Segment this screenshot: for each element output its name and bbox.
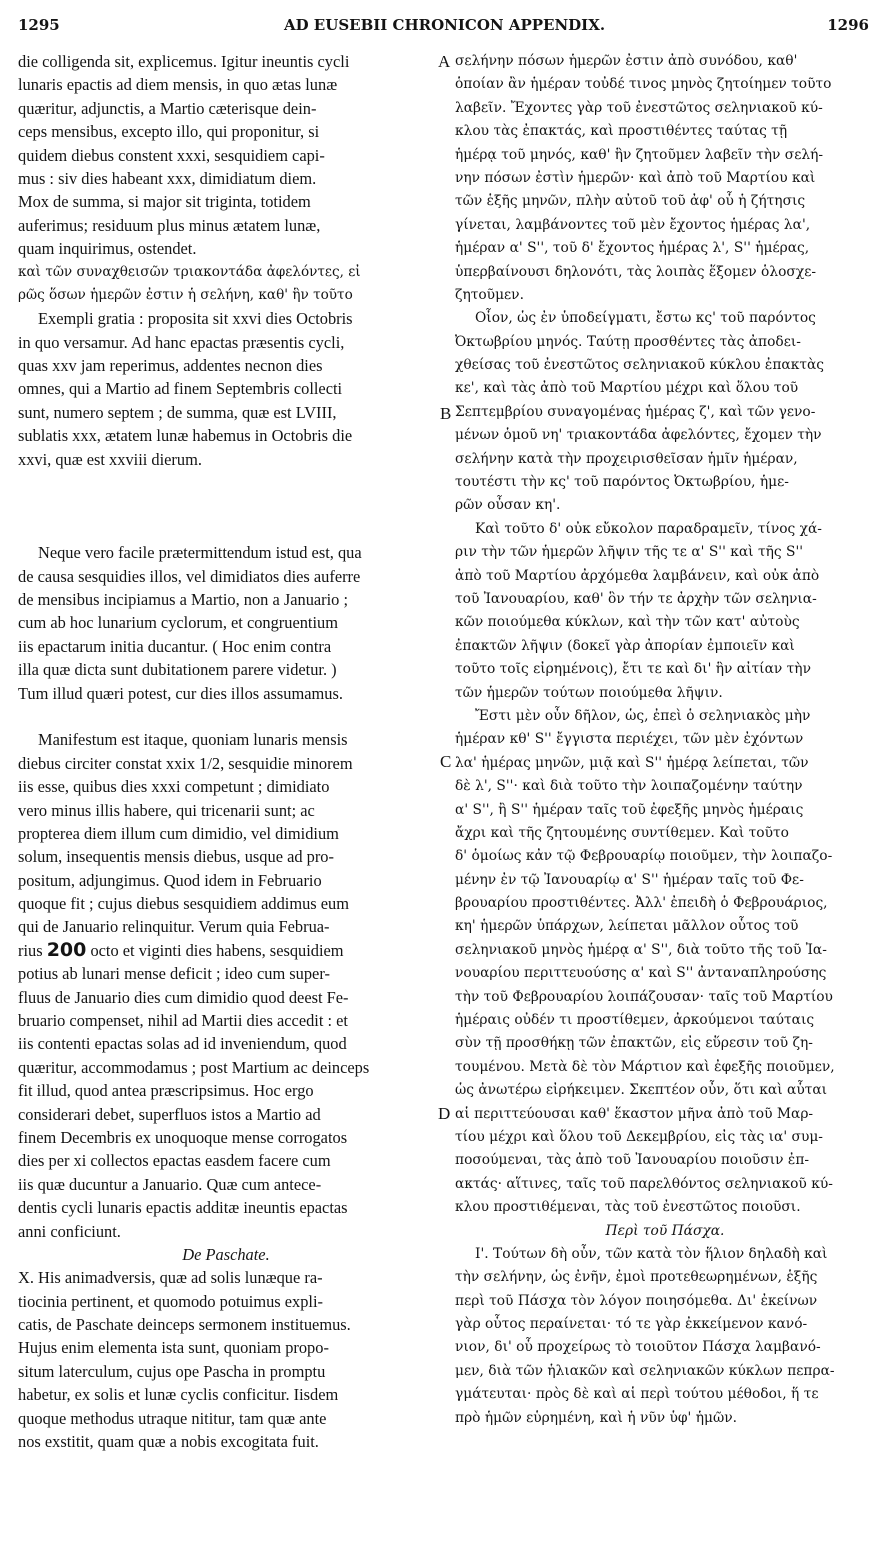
greek-line: τουτέστι τὴν κς' τοῦ παρόντος Ὀκτωβρίου, ἡμε-: [455, 474, 789, 491]
greek-line: λα' ἡμέρας μηνῶν, μιᾷ καὶ S'' ἡμέρᾳ λείπεται, τῶν: [455, 754, 809, 771]
greek-line: ὡς ἀνωτέρω εἰρήκειμεν. Σκεπτέον οὖν, ὅτι καὶ αὗται: [455, 1082, 828, 1099]
latin-line: mus : siv dies habeant xxx, dimidiatum diem.: [18, 168, 317, 188]
greek-line: ἐπακτῶν λῆψιν (δοκεῖ γὰρ ἀπορίαν ἐμποιεῖν καὶ: [455, 637, 795, 654]
latin-line: in quo versamur. Ad hanc epactas præsentis cycli,: [18, 332, 345, 352]
latin-line: sublatis xxx, ætatem lunæ habemus in Octobris die: [18, 426, 353, 446]
latin-line: [18, 705, 434, 728]
greek-line: βρουαρίου προστιθέντες. Ἀλλ' ἐπειδὴ ὁ Φεβρουάριος,: [455, 895, 828, 912]
latin-line: xxvi, quæ est xxviii dierum.: [18, 449, 202, 469]
greek-line: Ι'. Τούτων δὴ οὖν, τῶν κατὰ τὸν ἥλιον δηλαδὴ καὶ: [475, 1245, 828, 1262]
greek-line: ποσούμεναι, τὰς ἀπὸ τοῦ Ἰανουαρίου ποιοῦσιν ἐπ-: [455, 1152, 810, 1169]
margin-letter-a: A: [438, 52, 451, 71]
latin-line: X. His animadversis, quæ ad solis lunæque ra-: [18, 1268, 323, 1288]
greek-line: λαβεῖν. Ἔχοντες γὰρ τοῦ ἐνεστῶτος σεληνιακοῦ κύ-: [455, 99, 823, 116]
greek-line: τοῦ Ἰανουαρίου, καθ' ὃν τήν τε ἀρχὴν τῶν σεληνια-: [455, 590, 817, 607]
margin-letter-d: D: [438, 1104, 451, 1123]
greek-line: γμάτευται· πρὸς δὲ καὶ αἱ περὶ τούτου μέθοδοι, ἥ τε: [455, 1386, 819, 1403]
latin-line: lunaris epactis ad diem mensis, in quo ætas lunæ: [18, 75, 338, 95]
latin-subheading: De Paschate.: [182, 1244, 270, 1264]
latin-line: qui de Januario relinquitur. Verum quia Februa-: [18, 917, 330, 937]
latin-line: dentis cycli lunaris epactis additæ ineuntis epactas: [18, 1198, 348, 1218]
latin-line: solum, insequentis mensis diebus, usque ad pro-: [18, 847, 334, 867]
latin-line: fluus de Januario dies cum dimidio quod deest Fe-: [18, 987, 349, 1007]
greek-line: Σεπτεμβρίου συναγομένας ἡμέρας ζ', καὶ τῶν γενο-: [455, 403, 816, 420]
latin-line: quoque fit ; cujus diebus sesquidiem addimus eum: [18, 894, 349, 914]
greek-line: Ὀκτωβρίου μηνός. Ταύτῃ προσθέντες τὰς ἀποδει-: [455, 333, 801, 350]
greek-line: μεν, διὰ τῶν ἡλιακῶν καὶ σεληνιακῶν κύκλων πεπρα-: [455, 1362, 835, 1379]
latin-line: considerari debet, superfluos istos a Martio ad: [18, 1104, 321, 1124]
latin-line: tiocinia pertinent, et quomodo potuimus expli-: [18, 1291, 323, 1311]
latin-line: die colligenda sit, explicemus. Igitur ineuntis cycli: [18, 52, 350, 71]
latin-line: propterea diem illum cum dimidio, vel dimidium: [18, 823, 339, 843]
latin-column: [18, 50, 434, 1453]
latin-line: Neque vero facile prætermittendum istud est, qua: [38, 543, 362, 563]
margin-letter-c: C: [440, 752, 452, 771]
latin-line: fit illud, quod antea præscripsimus. Hoc ergo: [18, 1081, 314, 1101]
greek-line: Οἷον, ὡς ἐν ὑποδείγματι, ἔστω κς' τοῦ παρόντος: [475, 310, 816, 327]
greek-line: ἀπὸ τοῦ Μαρτίου ἀρχόμεθα λαμβάνειν, καὶ οὐκ ἀπὸ: [455, 567, 820, 584]
greek-line: δ' ὁμοίως κἀν τῷ Φεβρουαρίῳ ποιοῦμεν, τὴν λοιπαζο-: [455, 848, 833, 865]
latin-line: anni conficiunt.: [18, 1221, 121, 1241]
greek-subheading: Περὶ τοῦ Πάσχα.: [605, 1222, 725, 1239]
latin-line: iis esse, quibus dies xxxi competunt ; dimidiato: [18, 777, 330, 797]
greek-line: δὲ λ', S''· καὶ διὰ τοῦτο τὴν λοιπαζομένην ταύτην: [455, 778, 803, 795]
greek-line: μένην ἐν τῷ Ἰανουαρίῳ α' S'' ἡμέραν ταῖς τοῦ Φε-: [455, 871, 804, 888]
greek-line: αἱ περιττεύουσαι καθ' ἕκαστον μῆνα ἀπὸ τοῦ Μαρ-: [455, 1105, 814, 1122]
greek-line: χθείσας τοῦ ἐνεστῶτος σεληνιακοῦ κύκλου ἐπακτὰς: [455, 357, 825, 374]
greek-line: ἡμέρᾳ τοῦ μηνός, καθ' ἣν ζητοῦμεν λαβεῖν τὴν σελή-: [455, 146, 824, 163]
greek-line: ἡμέραις οὐδέν τι προστίθεμεν, ἀρκούμενοι ταύταις: [455, 1012, 815, 1029]
greek-line: περὶ τοῦ Πάσχα τὸν λόγον ποιησόμεθα. Δι' ἐκείνων: [455, 1292, 818, 1309]
latin-line: quidem diebus constent xxxi, sesquidiem capi-: [18, 145, 325, 165]
latin-line: Exempli gratia : proposita sit xxvi dies Octobris: [38, 309, 353, 329]
latin-line: ceps mensibus, excepto illo, qui proponitur, si: [18, 122, 320, 142]
greek-line: ἄχρι καὶ τῆς ζητουμένης συντίθεμεν. Καὶ τοῦτο: [455, 824, 789, 841]
latin-line: Mox de summa, si major sit triginta, totidem: [18, 192, 311, 212]
latin-line: habetur, ex solis et lunæ cyclis conficitur. Iisdem: [18, 1385, 339, 1405]
latin-line: positum, adjungimus. Quod idem in Februario: [18, 870, 322, 890]
latin-line: rius 200 octo et viginti dies habens, sesquidiem: [18, 938, 344, 961]
greek-line: α' S'', ἢ S'' ἡμέραν ταῖς τοῦ ἐφεξῆς μηνὸς ἡμέραις: [455, 801, 804, 818]
greek-line: κλου προστιθέμεναι, τὰς τοῦ ἐνεστῶτος ποιοῦσι.: [455, 1199, 801, 1216]
greek-line: κλου τὰς ἐπακτάς, καὶ προστιθέντες ταύτας τῇ: [455, 123, 788, 140]
latin-line: finem Decembris ex unoquoque mense corrogatos: [18, 1127, 348, 1147]
latin-line: bruario compenset, nihil ad Martii dies accedit : et: [18, 1011, 348, 1031]
latin-line: de causa sesquidies illos, vel dimidiatos dies auferre: [18, 566, 361, 586]
page-number-left: 1295: [18, 16, 60, 34]
greek-line: σεληνιακοῦ μηνὸς ἡμέρᾳ α' S'', διὰ τοῦτο τῆς τοῦ Ἰα-: [455, 941, 827, 958]
greek-line: νην πόσων ἐστὶν ἡμερῶν· καὶ ἀπὸ τοῦ Μαρτίου καὶ: [455, 169, 816, 186]
latin-line: [18, 518, 434, 541]
greek-line: τὴν τοῦ Φεβρουαρίου λοιπάζουσαν· ταῖς τοῦ Μαρτίου: [455, 988, 833, 1005]
greek-line: τουμένου. Μετὰ δὲ τὸν Μάρτιον καὶ ἐφεξῆς ποιοῦμεν,: [455, 1058, 835, 1075]
greek-line: νιον, δι' οὗ προχείρως τὸ τοιοῦτον Πάσχα λαμβανό-: [455, 1339, 821, 1356]
latin-line: vero minus illis habere, qui tricenarii sunt; ac: [18, 800, 315, 820]
latin-line: de mensibus incipiamus a Martio, non a Januario ;: [18, 589, 349, 609]
greek-line: ἡμέραν α' S'', τοῦ δ' ἔχοντος ἡμέρας λ', S'' ἡμέρας,: [455, 240, 810, 257]
greek-line: ζητοῦμεν.: [455, 286, 524, 303]
greek-line: κη' ἡμερῶν ὑπάρχων, λείπεται μᾶλλον οὗτος τοῦ: [455, 918, 799, 935]
greek-line: γὰρ οὗτος περαίνεται· τό τε γὰρ ἐκκείμενον κανό-: [455, 1316, 808, 1333]
greek-line: πρὸ ἡμῶν εὑρημένη, καὶ ἡ νῦν ὑφ' ἡμῶν.: [455, 1409, 737, 1426]
latin-line: iis quæ ducuntur a Januario. Quæ cum antece-: [18, 1174, 322, 1194]
greek-line: κε', καὶ τὰς ἀπὸ τοῦ Μαρτίου μέχρι καὶ ὅλου τοῦ: [455, 380, 799, 397]
latin-line: catis, de Paschate deinceps sermonem instituemus.: [18, 1315, 351, 1335]
latin-line: quæritur, adjunctis, a Martio cæterisque dein-: [18, 98, 317, 118]
greek-line: ακτάς· αἵτινες, ταῖς τοῦ παρελθόντος σεληνιακοῦ κύ-: [455, 1175, 833, 1192]
latin-line: auferimus; residuum plus minus ætatem lunæ,: [18, 215, 321, 235]
latin-line: [18, 494, 434, 517]
latin-line: quam inquirimus, ostendet.: [18, 239, 197, 259]
greek-line: τῶν ἑξῆς μηνῶν, πλὴν αὐτοῦ τοῦ ἀφ' οὗ ἡ ζήτησις: [455, 193, 806, 210]
greek-line: ρῶν οὖσαν κη'.: [455, 497, 561, 514]
greek-line: τῶν ἡμερῶν τούτων ποιούμεθα λῆψιν.: [455, 684, 723, 701]
latin-line: ρῶς ὅσων ἡμερῶν ἐστιν ἡ σελήνη, καθ' ἣν τοῦτο: [18, 286, 353, 303]
greek-line: Ἔστι μὲν οὖν δῆλον, ὡς, ἐπεὶ ὁ σεληνιακὸς μὴν: [475, 707, 811, 724]
greek-line: τὴν σελήνην, ὡς ἐνῆν, ἐμοὶ προτεθεωρημένων, ἑξῆς: [455, 1269, 818, 1286]
latin-line: quoque methodus utraque nititur, tam quæ ante: [18, 1408, 327, 1428]
latin-line: nos exstitit, quam quæ a nobis excogitata fuit.: [18, 1432, 319, 1452]
greek-line: ὑπερβαίνουσι δηλονότι, τὰς λοιπὰς ἕξομεν ὁλοσχε-: [455, 263, 817, 280]
latin-line: quas xxv jam reperimus, addentes necnon dies: [18, 356, 323, 376]
running-title: AD EUSEBII CHRONICON APPENDIX.: [283, 16, 606, 34]
page-number-right: 1296: [827, 16, 869, 34]
greek-line: γίνεται, λαμβάνοντες τοῦ μὲν ἔχοντος ἡμέρας λα',: [455, 216, 811, 233]
greek-line: σελήνην κατὰ τὴν προχειρισθεῖσαν ἡμῖν ἡμέραν,: [455, 450, 798, 467]
latin-line: illa quæ dicta sunt dubitationem parere videtur. ): [18, 660, 337, 680]
greek-column: [455, 50, 875, 1430]
latin-line: dies per xi collectos epactas easdem facere cum: [18, 1151, 331, 1171]
latin-line: [18, 471, 434, 494]
latin-line: situm laterculum, cujus ope Pascha in promptu: [18, 1361, 326, 1381]
latin-line: diebus circiter constat xxix 1/2, sesquidie minorem: [18, 753, 353, 773]
latin-line: sunt, numero septem ; de summa, quæ est LVIII,: [18, 402, 337, 422]
latin-line: Manifestum est itaque, quoniam lunaris mensis: [38, 730, 348, 750]
latin-line: καὶ τῶν συναχθεισῶν τριακοντάδα ἀφελόντες, εἰ: [18, 263, 361, 280]
greek-line: ὁποίαν ἂν ἡμέραν τοὐδέ τινος μηνὸς ζητοίημεν τοῦτο: [455, 76, 832, 93]
latin-line: Hujus enim elementa ista sunt, quoniam propo-: [18, 1338, 329, 1358]
greek-line: τίου μέχρι καὶ ὅλου τοῦ Δεκεμβρίου, εἰς τὰς ια' συμ-: [455, 1128, 823, 1145]
latin-line: Tum illud quæri potest, cur dies illos assumamus.: [18, 683, 343, 703]
greek-line: τοῦτο τοῖς εἰρημένοις), ἔτι τε καὶ δι' ἣν αἰτίαν τὴν: [455, 661, 811, 678]
greek-line: ἡμέραν κθ' S'' ἔγγιστα περιέχει, τῶν μὲν ἐχόντων: [455, 731, 804, 748]
greek-line: νουαρίου περιττευούσης α' καὶ S'' ἀνταναπληρούσης: [455, 965, 827, 982]
latin-line: cum ab hoc lunarium cyclorum, et congruentium: [18, 613, 338, 633]
latin-line: iis contenti epactas solas ad id inveniendum, quod: [18, 1034, 347, 1054]
latin-line: potius ab lunari mense deficit ; ideo cum super-: [18, 964, 330, 984]
latin-line: iis epactarum initia ducantur. ( Hoc enim contra: [18, 636, 332, 656]
greek-line: σελήνην πόσων ἡμερῶν ἐστιν ἀπὸ συνόδου, καθ': [455, 53, 798, 69]
greek-line: Καὶ τοῦτο δ' οὐκ εὔκολον παραδραμεῖν, τίνος χά-: [475, 520, 822, 537]
greek-line: μένων ὁμοῦ νη' τριακοντάδα ἀφελόντες, ἔχομεν τὴν: [455, 427, 822, 444]
greek-line: κῶν ποιούμεθα κύκλων, καὶ τὴν τῶν κατ' αὐτοὺς: [455, 614, 800, 631]
greek-line: σὺν τῇ προσθήκῃ τῶν ἐπακτῶν, εἰς εὕρεσιν τοῦ ζη-: [455, 1035, 813, 1052]
margin-letter-b: B: [440, 404, 452, 423]
latin-line: omnes, qui a Martio ad finem Septembris collecti: [18, 379, 343, 399]
greek-line: ριν τὴν τῶν ἡμερῶν λῆψιν τῆς τε α' S'' καὶ τῆς S'': [455, 544, 804, 561]
latin-line: quæritur, accommodamus ; post Martium ac deinceps: [18, 1057, 370, 1077]
